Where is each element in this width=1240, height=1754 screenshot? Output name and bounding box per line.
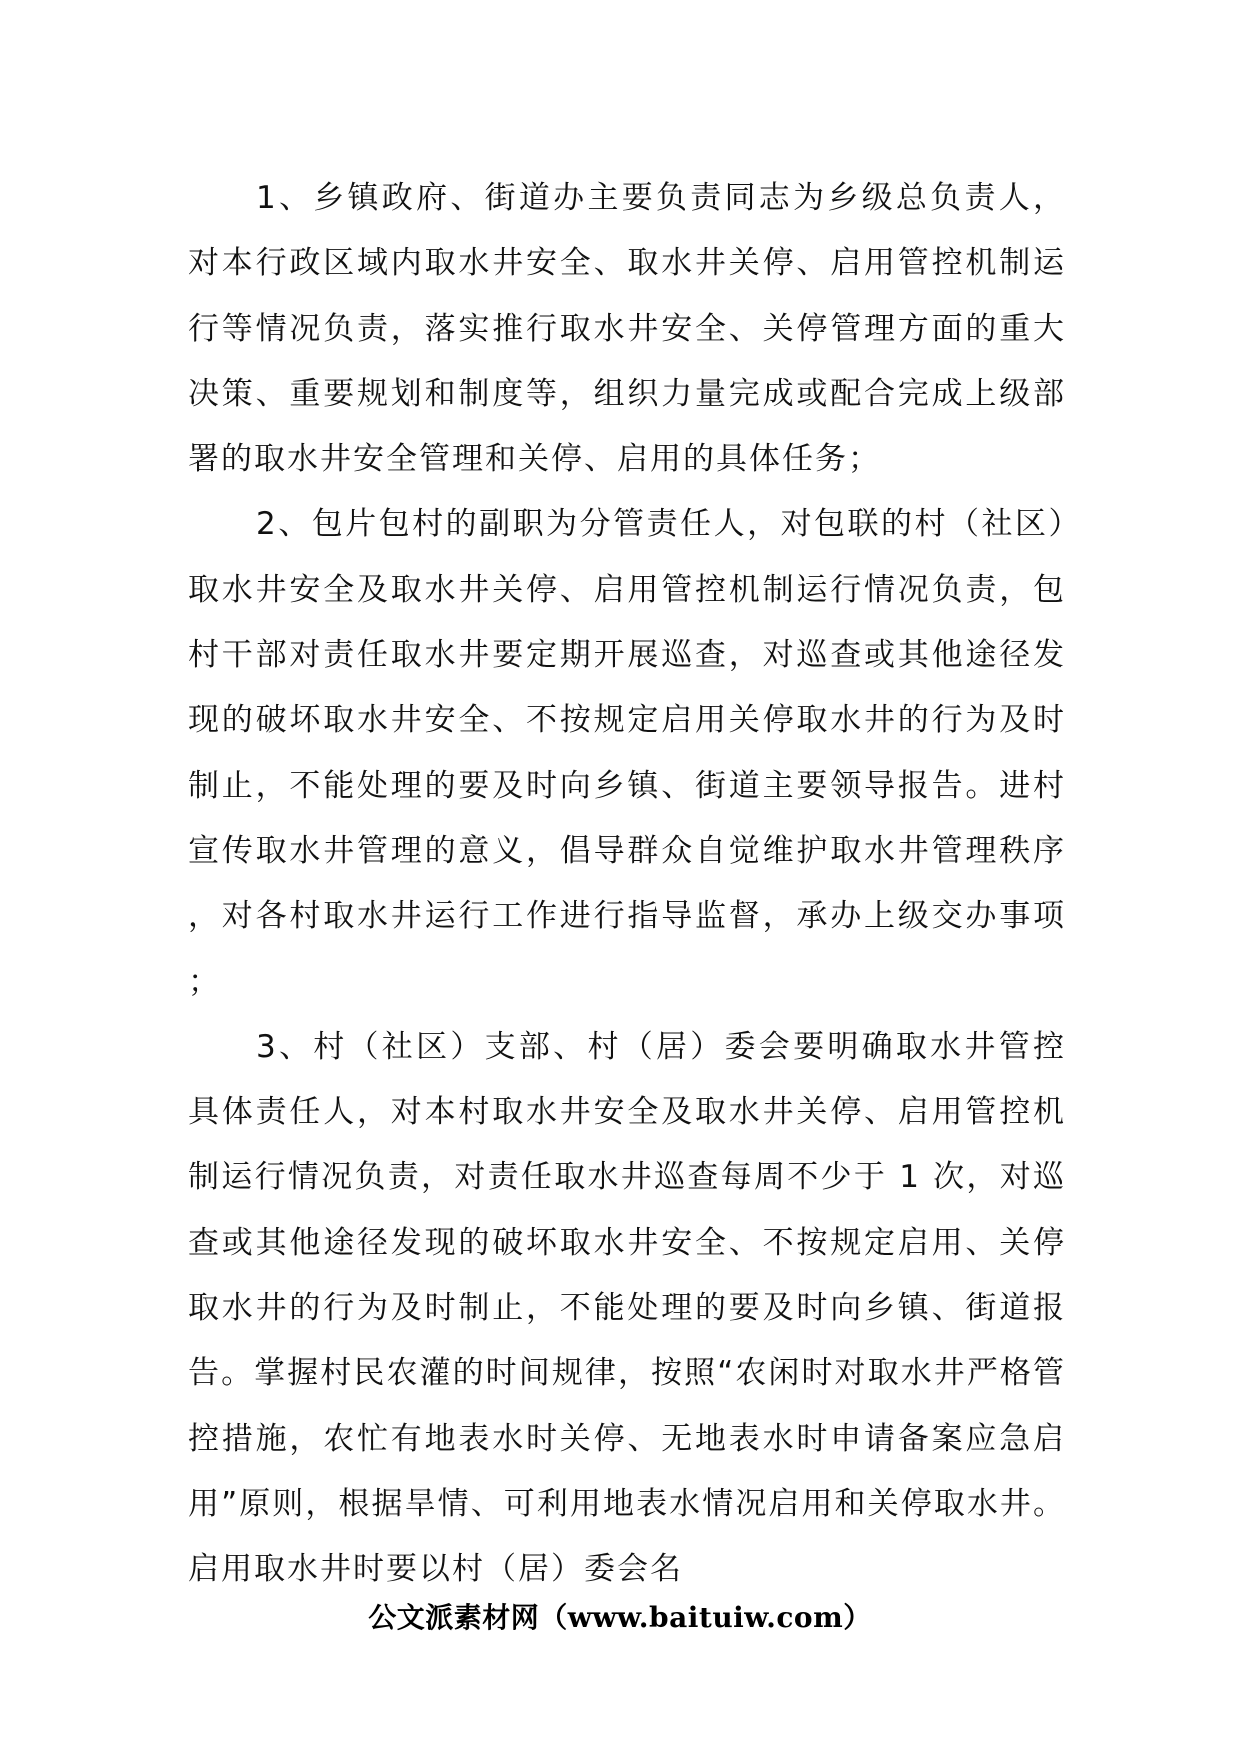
paragraph-1: 1、乡镇政府、街道办主要负责同志为乡级总负责人，对本行政区域内取水井安全、取水井关停、启用管控机制运行等情况负责，落实推行取水井安全、关停管理方面的重大决策、重要规划和制度等，组织力量完成或配合完成上级部署的取水井安全管理和关停、启用的具体任务；	[188, 180, 1066, 478]
paragraph-3: 3、村（社区）支部、村（居）委会要明确取水井管控具体责任人，对本村取水井安全及取水井关停、启用管控机制运行情况负责，对责任取水井巡查每周不少于 1 次，对巡查或其他途径发现的破坏取水井安全、不按规定启用、关停取水井的行为及时制止，不能处理的要及时向乡镇、街道报告。掌握村民农灌的时间规律，按照“农闲时对取水井严格管控措施，农忙有地表水时关停、无地表水时申请备案应急启用”原则，根据旱情、可利用地表水情况启用和关停取水井。启用取水井时要以村（居）委会名	[188, 1028, 1066, 1588]
watermark-footer: 公文派素材网（www.baituiw.com）	[368, 1601, 872, 1634]
paragraph-2: 2、包片包村的副职为分管责任人，对包联的村（社区）取水井安全及取水井关停、启用管控机制运行情况负责，包村干部对责任取水井要定期开展巡查，对巡查或其他途径发现的破坏取水井安全、不按规定启用关停取水井的行为及时制止，不能处理的要及时向乡镇、街道主要领导报告。进村宣传取水井管理的意义，倡导群众自觉维护取水井管理秩序，对各村取水井运行工作进行指导监督，承办上级交办事项；	[188, 506, 1066, 1000]
document-body	[188, 166, 1066, 1603]
